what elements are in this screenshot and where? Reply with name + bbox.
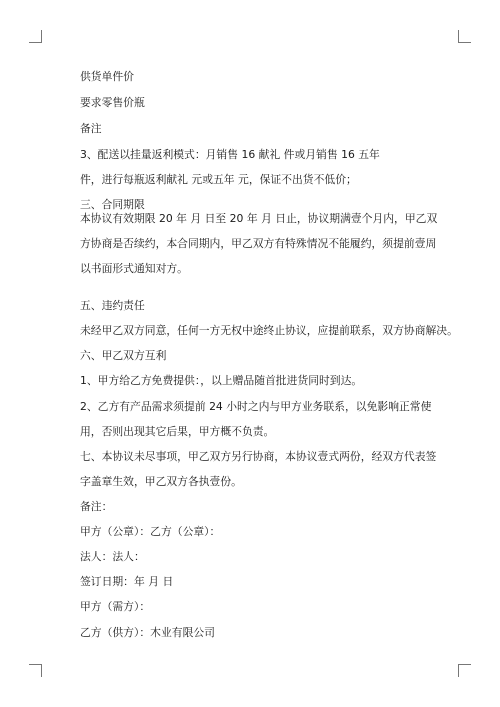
party-b-supplier-line: 乙方（供方）：木业有限公司 xyxy=(80,626,215,639)
remark-label: 备注： xyxy=(80,500,113,513)
free-supply-clause: 1、甲方给乙方免费提供：，以上赠品随首批进货同时到达。 xyxy=(80,374,363,387)
delivery-rebate-clause-continued: 件，进行每瓶返利献礼 元或五年 元，保证不出货不低价； xyxy=(80,173,357,186)
liability-paragraph: 未经甲乙双方同意，任何一方无权中途终止协议，应提前联系，双方协商解决。 xyxy=(80,324,458,337)
unit-supply-price-line: 供货单件价 xyxy=(80,70,134,83)
party-a-buyer-line: 甲方（需方）： xyxy=(80,600,151,613)
margin-corner-mark xyxy=(458,664,471,677)
margin-corner-mark xyxy=(29,30,42,43)
remark-line: 备注 xyxy=(80,122,102,135)
section-mutual-benefit: 六、甲乙双方互利 xyxy=(80,349,167,362)
section-contract-term: 三、合同期限 xyxy=(80,198,145,211)
seal-line: 甲方（公章）：乙方（公章）： xyxy=(80,525,221,538)
section-other-matters: 七、本协议未尽事项，甲乙双方另行协商，本协议壹式两份，经双方代表签字盖章生效，甲乙双方各执壹份。 xyxy=(80,450,437,488)
delivery-rebate-clause: 3、配送以挂量返利模式：月销售 16 献礼 件或月销售 16 五年 xyxy=(80,148,380,161)
section-liability: 五、违约责任 xyxy=(80,299,145,312)
product-demand-clause: 2、乙方有产品需求须提前 24 小时之内与甲方业务联系，以免影响正常使用，否则出现其它后果，甲方概不负责。 xyxy=(80,400,432,438)
legal-representative-line: 法人：法人： xyxy=(80,550,145,563)
retail-price-line: 要求零售价瓶 xyxy=(80,96,145,109)
signing-date-line: 签订日期：年 月 日 xyxy=(80,575,174,588)
contract-term-paragraph: 本协议有效期限 20 年 月 日至 20 年 月 日止，协议期满壹个月内，甲乙双方协商是否续约，本合同期内，甲乙双方有特殊情况不能履约，须提前壹周以书面形式通知对方。 xyxy=(80,212,438,275)
margin-corner-mark xyxy=(29,664,42,677)
margin-corner-mark xyxy=(458,30,471,43)
